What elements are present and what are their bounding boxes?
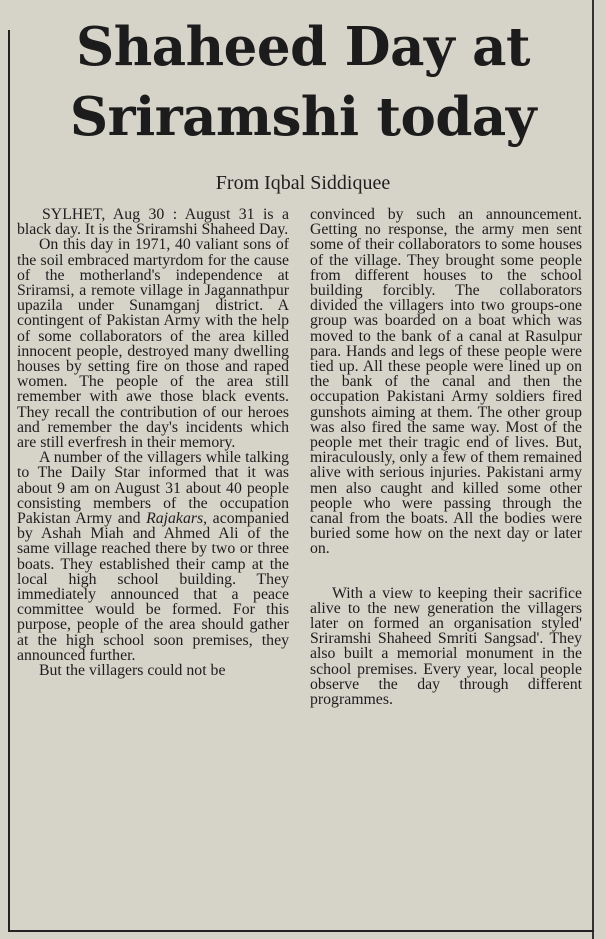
bottom-rule <box>8 930 594 932</box>
headline: Shaheed Day at Sriramshi today <box>69 16 537 148</box>
italic-term: Rajakars <box>146 510 204 528</box>
paragraph-dateline: SYLHET, Aug 30 : August 31 is a black day. It is the Sriramshi Shaheed Day. <box>17 206 289 239</box>
paragraph-text: , acompanied by Ashah Miah and Ahmed Ali of the same village reached there by two or three boats. They established their camp at the local high school building. They immediately announced that a peace committee would be formed. For this purpose, people of the area should gather at the high school soon premises, they announced further. <box>17 510 289 664</box>
column-rule-left <box>8 30 10 932</box>
article-column-left <box>17 207 289 678</box>
paragraph: With a view to keeping their sacrifice alive to the new generation the villagers later on formed an organisation styled' Sriramshi Shaheed Smriti Sangsad'. They also built a memorial monument in the school premises. Every year, local people observe the day through different programmes. <box>310 584 582 709</box>
paragraph: But the villagers could not be <box>39 662 226 680</box>
paragraph-continued: convinced by such an announcement. Getting no response, the army men sent some of their collaborators to some houses of the village. They brought some people from different houses to the school building forcibly. The collaborators divided the villagers into two groups-one group was boarded on a boat which was moved to the bank of a canal at Rasulpur para. Hands and legs of these people were tied up. All these people were lined up on the bank of the canal and then the occupation Pakistani Army soldiers fired gunshots aiming at them. The other group was also fired the same way. Most of the people met their tragic end of lives. But, miraculously, only a few of them remained alive with serious injuries. Pakistani army men also caught and killed some other people who were passing through the canal from the boats. All the bodies were buried some how on the next day or later on. <box>310 206 582 558</box>
paragraph <box>17 450 289 663</box>
article-column-right <box>310 207 582 707</box>
column-rule-right <box>592 0 594 939</box>
paragraph-text: A number of the villagers while talking to The Daily Star informed that it was about 9 am on August 31 about 40 people consisting members of the occupation Pakistan Army and <box>17 449 289 528</box>
paragraph: On this day in 1971, 40 valiant sons of the soil embraced martyrdom for the cause of the motherland's independence at Sriramsi, a remote village in Jagannathpur upazila under Sunamganj district. A contingent of Pakistan Army with the help of some collaborators of the area killed innocent people, destroyed many dwelling houses by setting fire on those and raped women. The people of the area still remember with awe those black events. They recall the contribution of our heroes and remember the day's incidents which are still everfresh in their memory. <box>17 236 289 452</box>
byline: From Iqbal Siddiquee <box>215 172 391 194</box>
